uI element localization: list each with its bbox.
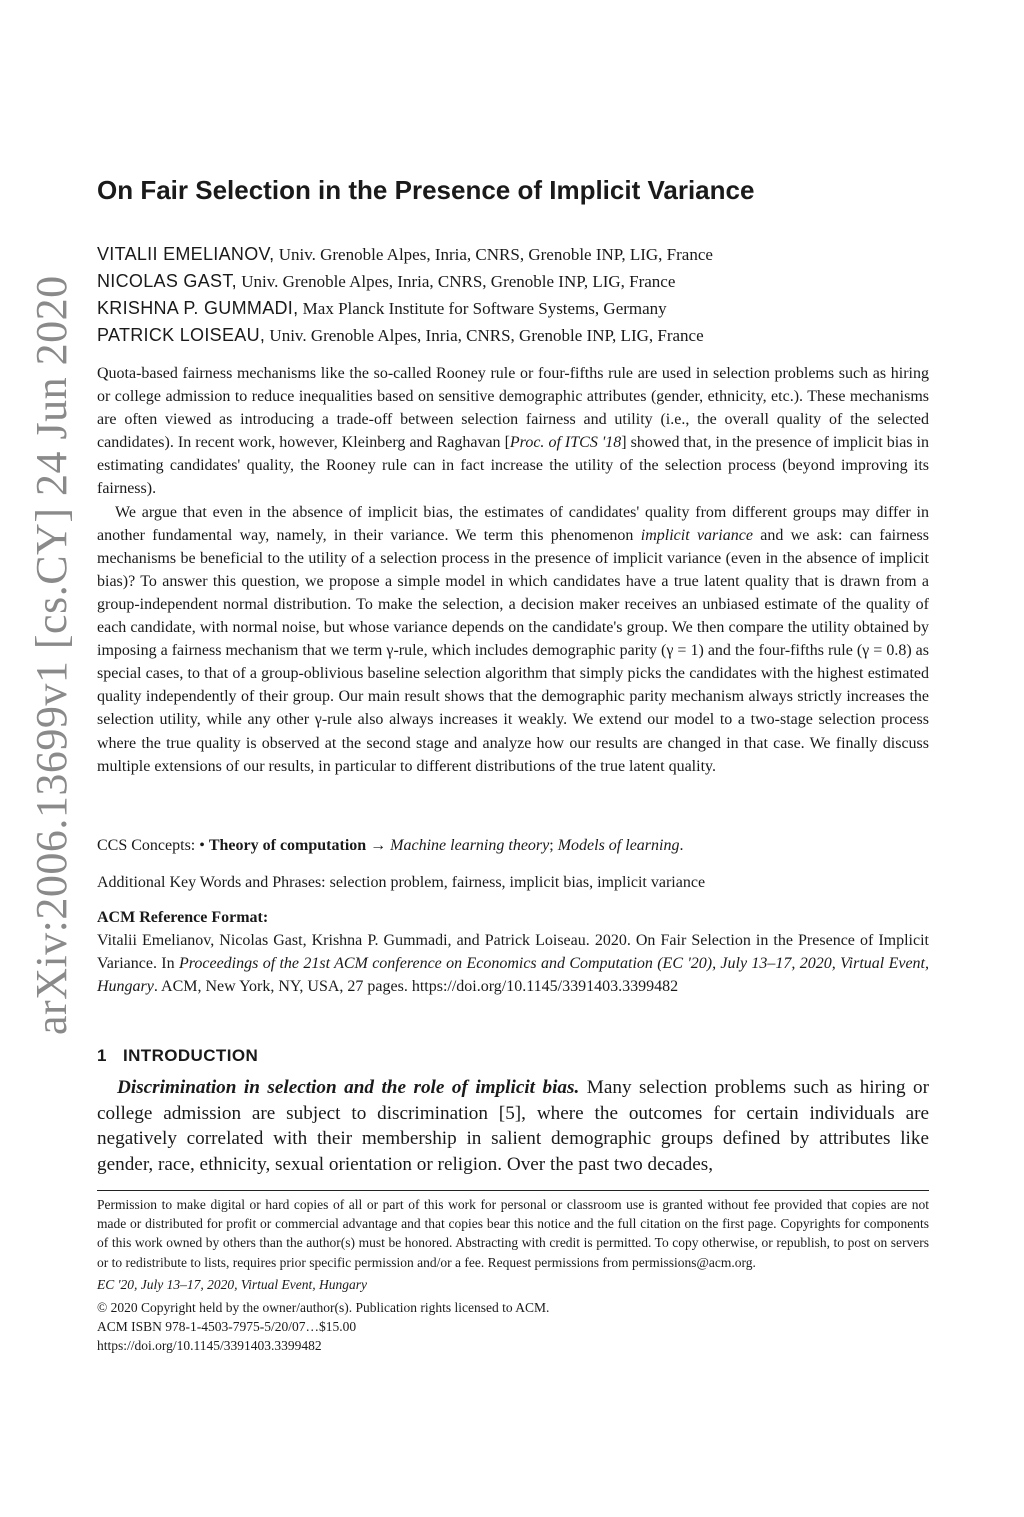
- emphasized-term: implicit variance: [640, 526, 753, 544]
- abstract: [97, 362, 929, 778]
- ccs-concepts: [97, 834, 929, 857]
- author-affiliation: Univ. Grenoble Alpes, Inria, CNRS, Grenoble INP, LIG, France: [269, 326, 704, 345]
- author-line: [97, 269, 937, 294]
- permission-notice: Permission to make digital or hard copies of all or part of this work for personal or classroom use is granted without fee provided that copies are not made or distributed for profit or commercial advantage and that copies bear this notice and the full citation on the first page. Copyrights for components of this work owned by others than the author(s) must be honored. Abstracting with credit is permitted. To copy otherwise, or republish, to post on servers or to redistribute to lists, requires prior specific permission and/or a fee. Request permissions from permissions@acm.org.: [97, 1197, 929, 1270]
- author-name: VITALII EMELIANOV,: [97, 244, 275, 264]
- acm-reference-format: [97, 906, 929, 998]
- ccs-end: .: [679, 837, 684, 854]
- ccs-prefix: CCS Concepts: •: [97, 837, 209, 854]
- abstract-text: We argue that even in the absence of implicit bias, the estimates of candidates' quality from different groups may differ in another fundamental way, namely, in their variance. We term this phenomenon: [97, 503, 929, 544]
- author-affiliation: Max Planck Institute for Software Systems, Germany: [302, 299, 667, 318]
- reference-venue: Proceedings of the 21st ACM conference on Economics and Computation (EC '20), July 13–17, 2020, Virtual Event, Hungary: [97, 955, 929, 995]
- author-line: [97, 296, 937, 321]
- abstract-text: ] showed that, in the presence of implicit bias in estimating candidates' quality, the Rooney rule can in fact increase the utility of the selection process (beyond improving its fairness).: [97, 434, 929, 498]
- ccs-concept: Models of learning: [557, 837, 680, 854]
- author-name: KRISHNA P. GUMMADI,: [97, 298, 299, 318]
- reference-text: . ACM, New York, NY, USA, 27 pages. https://doi.org/10.1145/3391403.3399482: [153, 978, 679, 995]
- citation-venue: Proc. of ITCS '18: [509, 434, 622, 452]
- footnote-venue: EC '20, July 13–17, 2020, Virtual Event, Hungary: [97, 1276, 367, 1292]
- reference-text: Vitalii Emelianov, Nicolas Gast, Krishna P. Gummadi, and Patrick Loiseau. 2020. On Fair Selection in the Presence of Implicit Variance. In: [97, 932, 929, 972]
- section-number: 1: [97, 1046, 107, 1065]
- ccs-concept: Machine learning theory: [390, 837, 550, 854]
- author-line: [97, 323, 937, 348]
- keywords: Additional Key Words and Phrases: selection problem, fairness, implicit bias, implicit variance: [97, 874, 706, 891]
- ccs-category: Theory of computation: [208, 837, 367, 854]
- paragraph-text: Many selection problems such as hiring or college admission are subject to discrimination [5], where the outcomes for certain individuals are negatively correlated with their membership in salient demographic groups defined by attributes like gender, race, ethnicity, sexual orientation or religion. Over the past two decades,: [97, 1077, 930, 1175]
- paragraph-runin-heading: Discrimination in selection and the role of implicit bias.: [117, 1077, 580, 1098]
- doi-line: https://doi.org/10.1145/3391403.3399482: [97, 1338, 322, 1354]
- isbn-line: ACM ISBN 978-1-4503-7975-5/20/07…$15.00: [97, 1319, 357, 1335]
- reference-heading: ACM Reference Format:: [97, 909, 269, 926]
- section-title: INTRODUCTION: [123, 1046, 259, 1065]
- abstract-text: Quota-based fairness mechanisms like the so-called Rooney rule or four-fifths rule are used in selection problems such as hiring or college admission to reduce inequalities based on sensitive demographic attributes (gender, ethnicity, etc.). These mechanisms are often viewed as introducing a trade-off between selection fairness and utility (i.e., the overall quality of the selected candidates). In recent work, however, Kleinberg and Raghavan [: [97, 365, 929, 452]
- author-affiliation: Univ. Grenoble Alpes, Inria, CNRS, Grenoble INP, LIG, France: [278, 245, 713, 264]
- ccs-separator: ;: [549, 837, 558, 854]
- abstract-paragraph: [97, 501, 929, 778]
- paper-title: On Fair Selection in the Presence of Implicit Variance: [97, 175, 755, 205]
- author-affiliation: Univ. Grenoble Alpes, Inria, CNRS, Grenoble INP, LIG, France: [241, 272, 676, 291]
- abstract-text: and we ask: can fairness mechanisms be beneficial to the utility of a selection process in the presence of implicit variance (even in the absence of implicit bias)? To answer this question, we propose a simple model in which candidates have a true latent quality that is drawn from a group-independent normal distribution. To make the selection, a decision maker receives an unbiased estimate of the quality of each candidate, with normal noise, but whose variance depends on the candidate's group. We then compare the utility obtained by imposing a fairness mechanism that we term γ-rule, which includes demographic parity (γ = 1) and the four-fifths rule (γ = 0.8) as special cases, to that of a group-oblivious baseline selection algorithm that simply picks the candidates with the highest estimated quality independently of their group. Our main result shows that the demographic parity mechanism always strictly increases the selection utility, while any other γ-rule also always increases it weakly. We extend our model to a two-stage selection process where the true quality is observed at the second stage and analyze how our results are changed in that case. We finally discuss multiple extensions of our results, in particular to different distributions of the true latent quality.: [97, 526, 930, 775]
- copyright-line: © 2020 Copyright held by the owner/author(s). Publication rights licensed to ACM.: [97, 1300, 550, 1316]
- abstract-paragraph: [97, 362, 929, 501]
- author-name: NICOLAS GAST,: [97, 271, 237, 291]
- intro-paragraph: [97, 1075, 929, 1177]
- author-name: PATRICK LOISEAU,: [97, 325, 266, 345]
- section-heading: [97, 1043, 929, 1069]
- footnote-divider: [97, 1190, 929, 1191]
- author-line: [97, 242, 937, 267]
- copyright-footnote: [97, 1195, 929, 1356]
- arrow-icon: →: [366, 837, 391, 854]
- arxiv-identifier-stamp: arXiv:2006.13699v1 [cs.CY] 24 Jun 2020: [27, 275, 76, 1035]
